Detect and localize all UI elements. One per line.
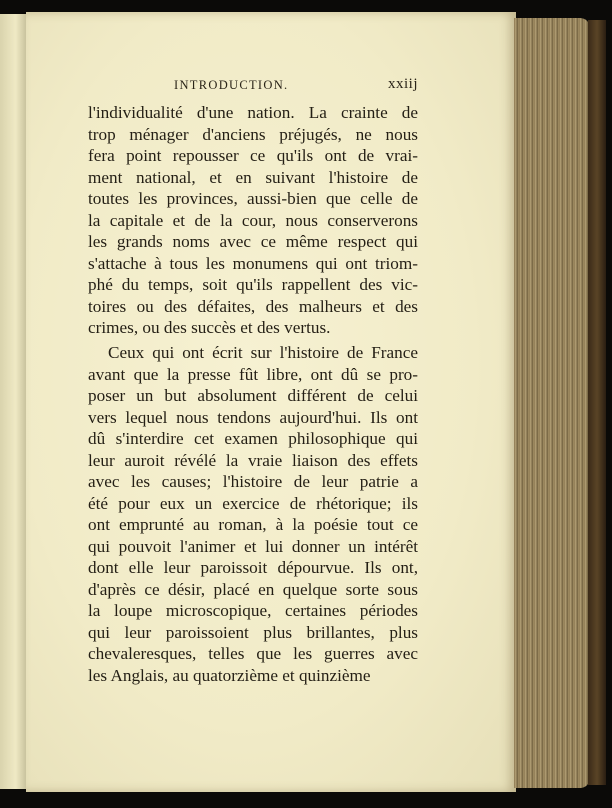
text-line: poser un but absolument différent de celui bbox=[88, 386, 418, 405]
paragraph-2 bbox=[88, 342, 418, 686]
text-line: qui pouvoit l'animer et lui donner un intérêt bbox=[88, 536, 418, 556]
text-line: fera point repousser ce qu'ils ont de vrai- bbox=[88, 146, 418, 165]
text-line: qui leur paroissoient plus brillantes, plus bbox=[88, 622, 418, 642]
text-line: avant que la presse fût libre, ont dû se pro- bbox=[88, 364, 418, 384]
paragraph-1 bbox=[88, 102, 418, 339]
text-line: les grands noms avec ce même respect qui bbox=[88, 232, 418, 251]
text-line: trop ménager d'anciens préjugés, ne nous bbox=[88, 124, 418, 144]
text-line: dû s'interdire cet examen philosophique qui bbox=[88, 429, 418, 448]
text-line: phé du temps, soit qu'ils rappellent des vic- bbox=[88, 275, 418, 294]
page-number: xxiij bbox=[387, 76, 418, 92]
text-line: toires ou des défaites, des malheurs et des bbox=[88, 296, 418, 316]
text-line: chevaleresques, telles que les guerres avec bbox=[88, 644, 418, 663]
text-line: dont elle leur paroissoit dépourvue. Ils ont, bbox=[88, 558, 418, 577]
text-line: ment national, et en suivant l'histoire de bbox=[88, 167, 418, 187]
facing-page-edge bbox=[0, 14, 26, 789]
text-line: Ceux qui ont écrit sur l'histoire de France bbox=[108, 343, 418, 362]
text-line: vers lequel nous tendons aujourd'hui. Ils ont bbox=[88, 407, 418, 427]
text-line: la capitale et de la cour, nous conserverons bbox=[88, 210, 418, 230]
text-line: avec les causes; l'histoire de leur patrie a bbox=[88, 472, 418, 491]
text-line: d'après ce désir, placé en quelque sorte sous bbox=[88, 579, 418, 599]
text-line: crimes, ou des succès et des vertus. bbox=[88, 318, 331, 337]
text-line: leur auroit révélé la vraie liaison des effets bbox=[88, 450, 418, 470]
text-line: s'attache à tous les monumens qui ont triom- bbox=[88, 253, 418, 273]
text-line: été pour eux un exercice de rhétorique; ils bbox=[88, 493, 418, 513]
text-line: la loupe microscopique, certaines périodes bbox=[88, 601, 418, 620]
text-line: ont emprunté au roman, à la poésie tout ce bbox=[88, 515, 418, 534]
running-header bbox=[88, 78, 418, 98]
text-line: les Anglais, au quatorzième et quinzième bbox=[88, 665, 371, 685]
page-edges bbox=[514, 18, 590, 788]
text-line: toutes les provinces, aussi-bien que celle de bbox=[88, 189, 418, 208]
text-line: l'individualité d'une nation. La crainte de bbox=[88, 103, 418, 122]
running-title: INTRODUCTION. bbox=[174, 78, 289, 92]
book-cover bbox=[588, 20, 606, 785]
